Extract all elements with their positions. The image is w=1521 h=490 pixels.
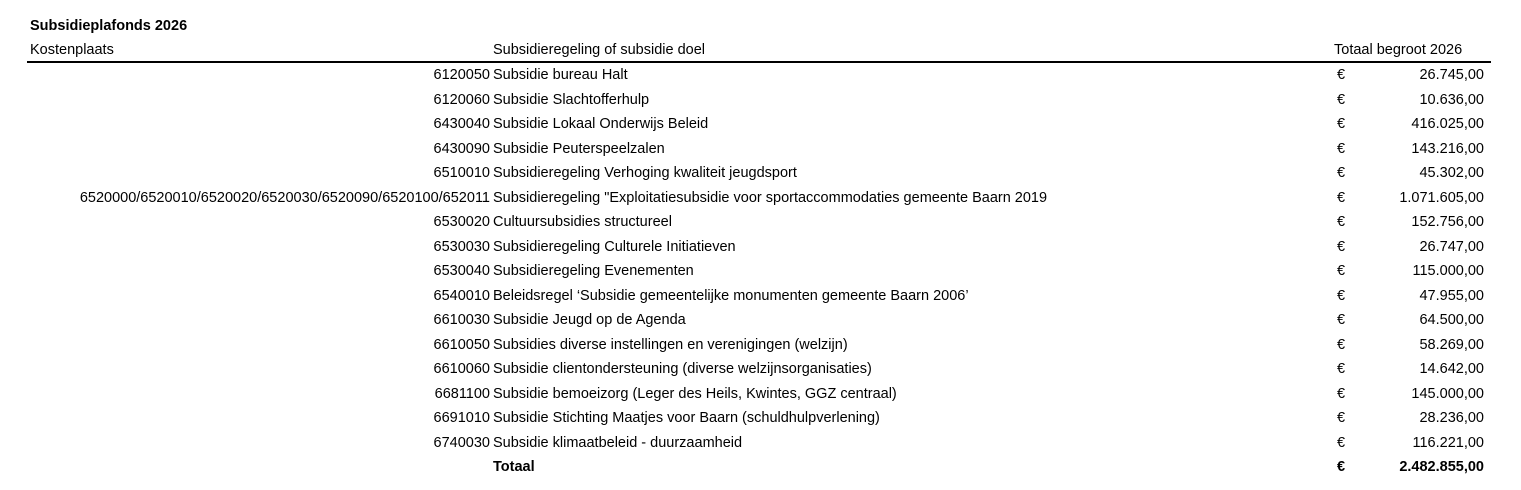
kostenplaats-cell: 6691010 <box>433 410 490 426</box>
amount-cell: 45.302,00 <box>1419 165 1484 181</box>
table-row <box>0 432 1521 457</box>
table-row <box>0 383 1521 408</box>
amount-cell: 416.025,00 <box>1411 116 1484 132</box>
total-label: Totaal <box>493 459 535 475</box>
subsidie-doel-cell: Subsidie Jeugd op de Agenda <box>493 312 686 328</box>
currency-cell: € <box>1337 116 1346 132</box>
kostenplaats-cell: 6610060 <box>433 361 490 377</box>
currency-cell: € <box>1337 189 1346 206</box>
table-row <box>0 138 1521 163</box>
kostenplaats-cell: 6681100 <box>434 385 490 402</box>
amount-cell: 152.756,00 <box>1411 214 1484 230</box>
subsidie-doel-cell: Cultuursubsidies structureel <box>493 214 672 230</box>
amount-cell: 143.216,00 <box>1411 140 1484 157</box>
subsidie-doel-cell: Subsidie clientondersteuning (diverse welzijnsorganisaties) <box>493 361 872 377</box>
amount-cell: 26.747,00 <box>1419 238 1484 255</box>
amount-cell: 10.636,00 <box>1419 91 1484 108</box>
amount-cell: 115.000,00 <box>1412 263 1484 279</box>
table-row <box>0 113 1521 138</box>
currency-cell: € <box>1337 385 1346 402</box>
currency-cell: € <box>1337 410 1346 426</box>
subsidie-doel-cell: Beleidsregel ‘Subsidie gemeentelijke monumenten gemeente Baarn 2006’ <box>493 287 969 304</box>
amount-cell: 47.955,00 <box>1419 287 1484 304</box>
currency-cell: € <box>1337 287 1346 304</box>
header-kostenplaats: Kostenplaats <box>30 42 114 58</box>
table-row <box>0 358 1521 383</box>
kostenplaats-cell: 6740030 <box>433 434 490 451</box>
amount-cell: 28.236,00 <box>1419 410 1484 426</box>
total-row <box>0 456 1521 481</box>
header-row <box>0 40 1521 60</box>
kostenplaats-cell: 6540010 <box>433 287 490 304</box>
subsidie-doel-cell: Subsidie bureau Halt <box>493 67 628 83</box>
total-amount: 2.482.855,00 <box>1399 459 1484 475</box>
table-row <box>0 334 1521 359</box>
currency-cell: € <box>1337 312 1346 328</box>
currency-cell: € <box>1337 361 1346 377</box>
subsidie-doel-cell: Subsidie Stichting Maatjes voor Baarn (schuldhulpverlening) <box>493 410 880 426</box>
subsidie-doel-cell: Subsidieregeling Verhoging kwaliteit jeugdsport <box>493 165 797 181</box>
kostenplaats-cell: 6510010 <box>433 165 490 181</box>
table-body <box>0 64 1521 481</box>
table-row <box>0 187 1521 212</box>
amount-cell: 64.500,00 <box>1419 312 1484 328</box>
header-totaal-begroot: Totaal begroot 2026 <box>1334 42 1463 58</box>
currency-cell: € <box>1337 91 1346 108</box>
subsidie-doel-cell: Subsidieregeling "Exploitatiesubsidie voor sportaccommodaties gemeente Baarn 2019 <box>493 189 1048 206</box>
table-row <box>0 309 1521 334</box>
amount-cell: 14.642,00 <box>1419 361 1484 377</box>
subsidie-doel-cell: Subsidies diverse instellingen en verenigingen (welzijn) <box>493 336 848 353</box>
kostenplaats-cell: 6520000/6520010/6520020/6520030/6520090/6520100/652011 <box>79 189 490 206</box>
currency-cell: € <box>1337 214 1346 230</box>
table-row <box>0 285 1521 310</box>
amount-cell: 26.745,00 <box>1419 67 1484 83</box>
header-divider <box>27 61 1491 63</box>
kostenplaats-cell: 6530030 <box>433 238 490 255</box>
subsidie-doel-cell: Subsidie bemoeizorg (Leger des Heils, Kwintes, GGZ centraal) <box>493 385 897 402</box>
table-row <box>0 211 1521 236</box>
subsidie-doel-cell: Subsidieregeling Evenementen <box>493 263 694 279</box>
subsidie-doel-cell: Subsidie Peuterspeelzalen <box>493 140 665 157</box>
currency-cell: € <box>1337 67 1346 83</box>
sheet-title: Subsidieplafonds 2026 <box>30 18 188 34</box>
table-row <box>0 407 1521 432</box>
kostenplaats-cell: 6430040 <box>433 116 490 132</box>
currency-cell: € <box>1337 140 1346 157</box>
kostenplaats-cell: 6120060 <box>433 91 490 108</box>
subsidie-doel-cell: Subsidieregeling Culturele Initiatieven <box>493 238 736 255</box>
subsidie-doel-cell: Subsidie klimaatbeleid - duurzaamheid <box>493 434 743 451</box>
kostenplaats-cell: 6530040 <box>433 263 490 279</box>
kostenplaats-cell: 6120050 <box>433 67 490 83</box>
table-row <box>0 89 1521 114</box>
table-row <box>0 236 1521 261</box>
header-subsidie-doel: Subsidieregeling of subsidie doel <box>493 42 706 58</box>
amount-cell: 1.071.605,00 <box>1399 189 1484 206</box>
currency-cell: € <box>1337 434 1346 451</box>
amount-cell: 116.221,00 <box>1412 434 1484 451</box>
currency-cell: € <box>1337 165 1346 181</box>
kostenplaats-cell: 6610030 <box>433 312 490 328</box>
currency-cell: € <box>1337 238 1346 255</box>
currency-cell: € <box>1337 336 1346 353</box>
currency-cell: € <box>1337 263 1346 279</box>
table-row <box>0 64 1521 89</box>
subsidie-doel-cell: Subsidie Slachtofferhulp <box>493 91 650 108</box>
subsidie-doel-cell: Subsidie Lokaal Onderwijs Beleid <box>493 116 709 132</box>
amount-cell: 145.000,00 <box>1411 385 1484 402</box>
kostenplaats-cell: 6610050 <box>433 336 490 353</box>
amount-cell: 58.269,00 <box>1419 336 1484 353</box>
kostenplaats-cell: 6530020 <box>433 214 490 230</box>
total-currency: € <box>1337 459 1346 475</box>
kostenplaats-cell: 6430090 <box>433 140 490 157</box>
table-row <box>0 260 1521 285</box>
table-row <box>0 162 1521 187</box>
